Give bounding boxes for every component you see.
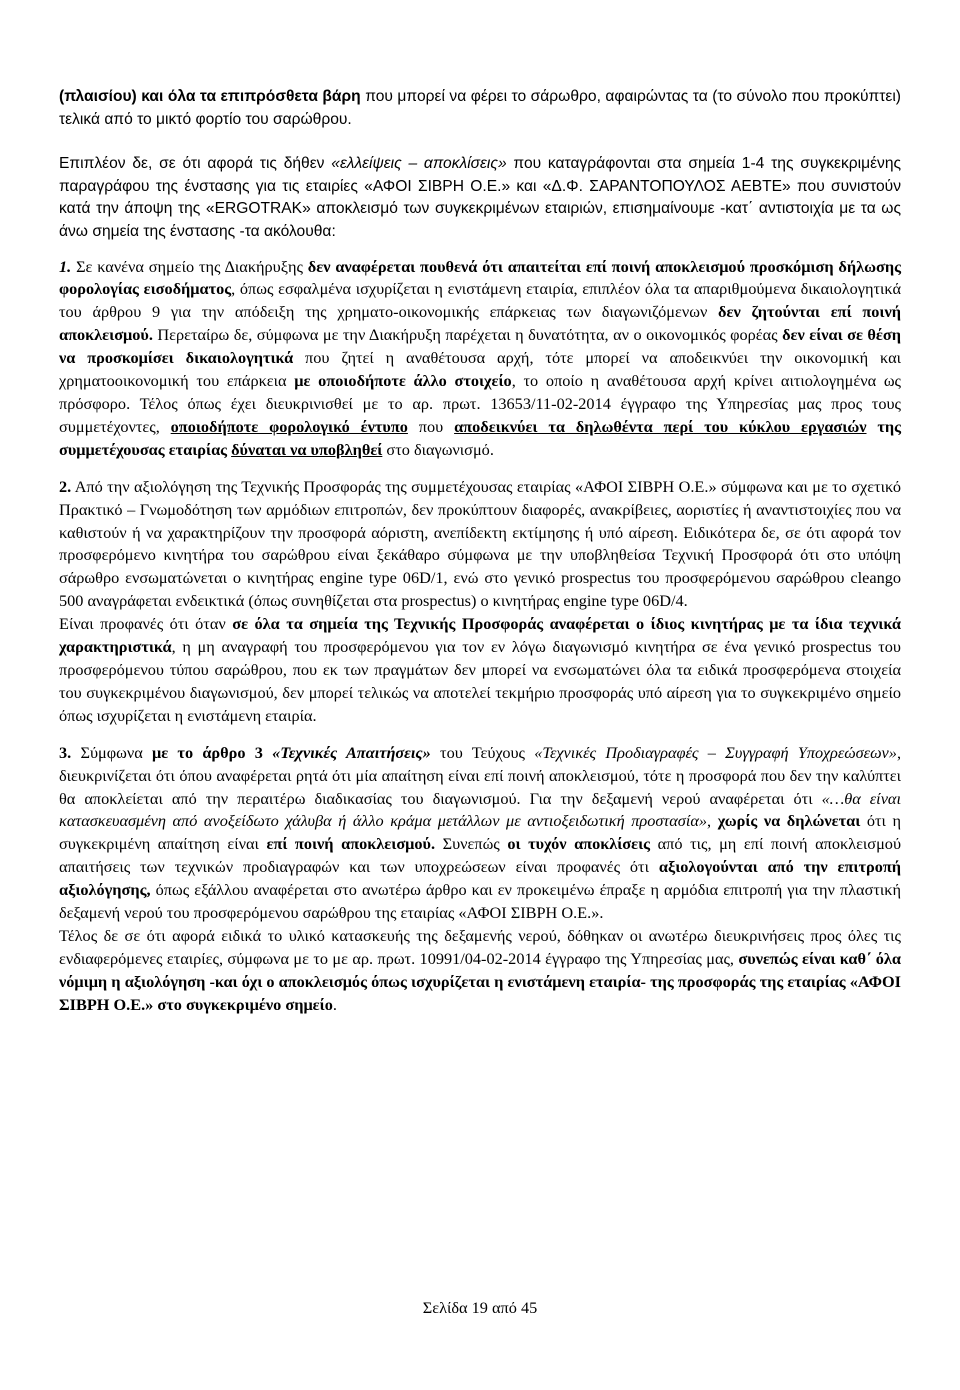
paragraph-point-1 xyxy=(59,256,901,462)
text-run: Συνεπώς xyxy=(435,834,508,854)
text-run: δεν είναι σε θέση να προσκομίσει δικαιολογητικά xyxy=(59,325,901,368)
paragraph-point-2 xyxy=(59,476,901,613)
text-run: με το άρθρο 3 xyxy=(152,742,273,762)
text-run: που ζητεί η αναθέτουσα αρχή, τότε μπορεί να αποδεικνύει την οικονομική και χρηματοοικονομική του επάρκεια xyxy=(59,348,901,391)
text-run: δεν ζητούνται επί ποινή αποκλεισμού. xyxy=(59,302,901,345)
text-run: που μπορεί να φέρει το σάρωθρο, αφαιρώντας τα (το σύνολο που προκύπτει) τελικά από το μικτό φορτίο του σαρώθρου. xyxy=(59,88,901,128)
text-run: , διευκρινίζεται ότι όπου αναφέρεται ρητά ότι μία απαίτηση είναι επί ποινή αποκλεισμού, τότε η προσφορά που δεν την καλύπτει θα αποκλείεται από την περαιτέρω διαδικασίας του διαγωνισμού. Για την δεξαμενή νερού αναφέρεται ότι xyxy=(59,742,902,808)
text-run: δεν αναφέρεται πουθενά ότι απαιτείται επί ποινή αποκλεισμού προσκόμιση δήλωσης φορολογίας εισοδήματος xyxy=(59,256,901,299)
text-run: στο διαγωνισμό. xyxy=(382,439,494,459)
text-run: ότι η συγκεκριμένη απαίτηση είναι xyxy=(59,811,901,854)
paragraph-weight-calculation xyxy=(59,86,901,131)
text-run: αξιολογούνται από την επιτροπή αξιολόγησης, xyxy=(59,857,902,900)
text-run: Περεταίρω δε, σύμφωνα με την Διακήρυξη παρέχεται η δυνατότητα, αν ο οικονομικός φορέας xyxy=(152,325,783,345)
text-run: με οποιοδήποτε άλλο στοιχείο xyxy=(294,371,512,391)
text-run: οι τυχόν αποκλίσεις xyxy=(507,834,651,854)
document-page xyxy=(59,86,901,1017)
text-run: Από την αξιολόγηση της Τεχνικής Προσφοράς της συμμετέχουσας εταιρίας «ΑΦΟΙ ΣΙΒΡΗ Ο.Ε.» σύμφωνα και με το σχετικό Πρακτικό – Γνωμοδότηση των αρμόδιων επιτροπών, δεν προκύπτουν διαφορές, ανακρίβειες, αοριστίες ή αναντιστοιχίες που να καθιστούν ή να χαρακτηρίζουν την προσφορά αόριστη, ανεπίδεκτη εκτίμησης ή υπό αίρεση. Ειδικότερα δε, σε ότι αφορά τον προσφερόμενο κινητήρα του σαρώθρου είναι ξεκάθαρο σύμφωνα με την υποβληθείσα Τεχνική Προσφορά ότι στο υπόψη σάρωθρο ενσωματώνεται ο κινητήρας engine type 06D/1, ενώ στο γενικό prospectus του προσφερόμενου σαρώθρου cleango 500 αναγράφεται ενδεικτικά (όπως συνηθίζεται στα prospectus) ο κινητήρας engine type 06D/4. xyxy=(59,476,901,611)
paragraph-engine-conclusion xyxy=(59,613,901,728)
text-run: όπως εξάλλου αναφέρεται στο ανωτέρω άρθρο και εν προκειμένω έπραξε η αρμόδια επιτροπή για την πλαστική δεξαμενή νερού του προσφερόμενου σαρώθρου της εταιρίας «ΑΦΟΙ ΣΙΒΡΗ Ο.Ε.». xyxy=(59,880,901,923)
text-run: που xyxy=(407,416,455,436)
text-run: της συμμετέχουσας εταιρίας xyxy=(59,416,901,459)
text-run: , το οποίο η αναθέτουσα αρχή κρίνει αιτιολογημένα ως πρόσφορο. Τέλος όπως έχει διευκρινισθεί με το αρ. πρωτ. 13653/11-02-2014 έγγραφο της Υπηρεσίας μας προς τους συμμετέχοντες, xyxy=(59,371,901,436)
text-run: , xyxy=(707,811,718,831)
text-run: δύναται να υποβληθεί xyxy=(231,439,383,459)
text-run: συνεπώς είναι καθ΄ όλα νόμιμη η αξιολόγηση -και όχι ο αποκλεισμός όπως ισχυρίζεται η ενιστάμενη εταιρία- της προσφοράς της εταιρίας «ΑΦΟΙ ΣΙΒΡΗ Ο.Ε.» στο συγκεκριμένο σημείο xyxy=(59,948,902,1014)
page-number: Σελίδα 19 από 45 xyxy=(422,1298,538,1317)
text-run: «ελλείψεις – αποκλίσεις» xyxy=(331,155,507,173)
paragraph-deficiencies-intro xyxy=(59,153,901,243)
text-run: «…θα είναι κατασκευασμένη από ανοξείδωτο χάλυβα ή άλλο κράμα μετάλλων με αντιοξειδωτική προστασία» xyxy=(59,788,901,831)
text-run: , η μη αναγραφή του προσφερόμενου για τον εν λόγω διαγωνισμό κινητήρα σε ένα γενικό prospectus του προσφερόμενου τύπου σαρώθρου, που εκ των πραγμάτων δεν μπορεί να ενσωματώνει όλα τα ειδικά προσφερόμενα στοιχεία του συγκεκριμένου διαγωνισμού, δεν μπορεί τελικώς να αποτελεί τεκμήριο προσφοράς υπό αίρεση για το συγκεκριμένο σημείο όπως ισχυρίζεται η ενιστάμενη εταιρία. xyxy=(59,637,901,725)
text-run: οποιοδήποτε φορολογικό έντυπο xyxy=(170,416,408,436)
page-footer xyxy=(0,1298,960,1318)
text-run: 1. xyxy=(59,256,72,276)
text-run: επί ποινή αποκλεισμού. xyxy=(266,834,436,854)
text-run: (πλαισίου) και όλα τα επιπρόσθετα βάρη xyxy=(59,88,361,105)
text-run: του Τεύχους xyxy=(430,742,535,762)
text-run: Είναι προφανές ότι όταν xyxy=(59,614,233,634)
text-run: σε όλα τα σημεία της Τεχνικής Προσφοράς αναφέρεται ο ίδιος κινητήρας με τα ίδια τεχνικά χαρακτηριστικά xyxy=(59,614,902,657)
text-run: Επιπλέον δε, σε ότι αφορά τις δήθεν xyxy=(59,155,332,173)
paragraph-point-3 xyxy=(59,742,901,925)
text-run: , όπως εσφαλμένα ισχυρίζεται η ενιστάμενη εταιρία, επιπλέον όλα τα απαριθμούμενα δικαιολογητικά του άρθρου 9 για την απόδειξη της χρηματο-οικονομικής επάρκειας των διαγωνιζόμενων xyxy=(59,279,901,322)
text-run: «Τεχνικές Απαιτήσεις» xyxy=(272,742,431,762)
text-run: . xyxy=(332,994,337,1014)
text-run: «Τεχνικές Προδιαγραφές – Συγγραφή Υποχρεώσεων» xyxy=(534,742,897,762)
text-run: που καταγράφονται στα σημεία 1-4 της συγκεκριμένης παραγράφου της ένστασης για τις εταιρίες «ΑΦΟΙ ΣΙΒΡΗ Ο.Ε.» και «Δ.Φ. ΣΑΡΑΝΤΟΠΟΥΛΟΣ ΑΕΒΤΕ» που συνιστούν κατά την άποψη της «ERGOTRAK» αποκλεισμό των συγκεκριμένων εταιριών, επισημαίνουμε -κατ΄ αντιστοιχία με τα ως άνω σημεία της ένστασης -τα ακόλουθα: xyxy=(59,155,902,240)
text-run: αποδεικνύει τα δηλωθέντα περί του κύκλου εργασιών xyxy=(454,416,867,436)
text-run: από τις, μη επί ποινή αποκλεισμού απαιτήσεις των τεχνικών προδιαγραφών και των υποχρεώσεων είναι προφανές ότι xyxy=(59,834,901,877)
text-run: Σε κανένα σημείο της Διακήρυξης xyxy=(71,256,308,276)
text-run: 2. xyxy=(59,476,72,496)
text-run: Τέλος δε σε ότι αφορά ειδικά το υλικό κατασκευής της δεξαμενής νερού, δόθηκαν οι ανωτέρω διευκρινήσεις προς όλες τις ενδιαφερόμενες εταιρίες, σύμφωνα με το με αρ. πρωτ. 10991/04-02-2014 έγγραφο της Υπηρεσίας μας, xyxy=(59,925,901,968)
paragraph-water-tank-conclusion xyxy=(59,925,901,1017)
text-run: 3. xyxy=(59,742,72,762)
text-run: χωρίς να δηλώνεται xyxy=(717,811,861,831)
text-run: Σύμφωνα xyxy=(71,742,152,762)
